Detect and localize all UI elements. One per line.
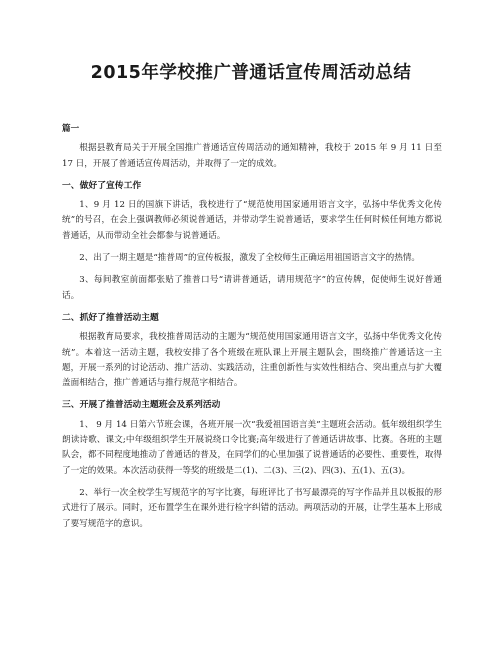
section-3-paragraph-1: 1、 9 月 14 日第六节班会课，各班开展一次“我爱祖国语言美”主题班会活动。低年级组织学生朗读诗歌、课文;中年级组织学生开展说绕口令比赛;高年级进行了普通话讲故事、比赛。各班的主题队会，都不同程度地推动了普通话的普及，在同学们的心里加强了说普通话的必要性、重要性，取得了一定的效果。本次活动获得一等奖的班级是二(1)、二(3)、三(2)、四(3)、五(1)、五(3)。 — [62, 419, 442, 476]
section-3-heading: 三、开展了推普活动主题班会及系列活动 — [62, 400, 221, 411]
document-title: 2015年学校推广普通话宣传周活动总结 — [90, 63, 412, 83]
part-label: 篇一 — [62, 124, 80, 134]
section-1-paragraph-2: 2、出了一期主题是“推普周”的宣传板报，激发了全校师生正确运用祖国语言文字的热情。 — [79, 253, 421, 264]
section-1-heading: 一、做好了宣传工作 — [62, 180, 142, 191]
section-2-paragraph-1: 根据教育局要求，我校推普周活动的主题为“规范使用国家通用语言文字，弘扬中华优秀文化传统”。本着这一活动主题，我校安排了各个班级在班队课上开展主题队会，围绕推广普通话这一主题，开展一系列的讨论活动、推广活动、实践活动，注重创新性与实效性相结合、突出重点与扩大覆盖面相结合，推广普通话与推行规范字相结合。 — [62, 332, 442, 389]
section-2-heading: 二、抓好了推普活动主题 — [62, 312, 159, 323]
document-body — [62, 122, 442, 532]
intro-paragraph: 根据县教育局关于开展全国推广普通话宣传周活动的通知精神，我校于 2015 年 9 月 11 日至 17 日，开展了普通话宣传周活动，并取得了一定的成效。 — [62, 143, 442, 169]
section-1-paragraph-1: 1、9 月 12 日的国旗下讲话，我校进行了“规范使用国家通用语言文字，弘扬中华优秀文化传统”的号召，在会上强调教师必须说普通话，并带动学生说普通话，要求学生任何时候任何地方都说普通话，从而带动全社会都参与说普通话。 — [62, 200, 442, 241]
section-3-paragraph-2: 2、举行一次全校学生写规范字的写字比赛，每班评比了书写最漂亮的写字作品并且以板报的形式进行了展示。同时，还布置学生在课外进行检字纠错的活动。两项活动的开展，让学生基本上形成了要写规范字的意识。 — [62, 487, 442, 529]
section-1-paragraph-3: 3、每间教室前面都张贴了推普口号“请讲普通话，请用规范字”的宣传牌，促使师生说好普通话。 — [62, 275, 442, 301]
